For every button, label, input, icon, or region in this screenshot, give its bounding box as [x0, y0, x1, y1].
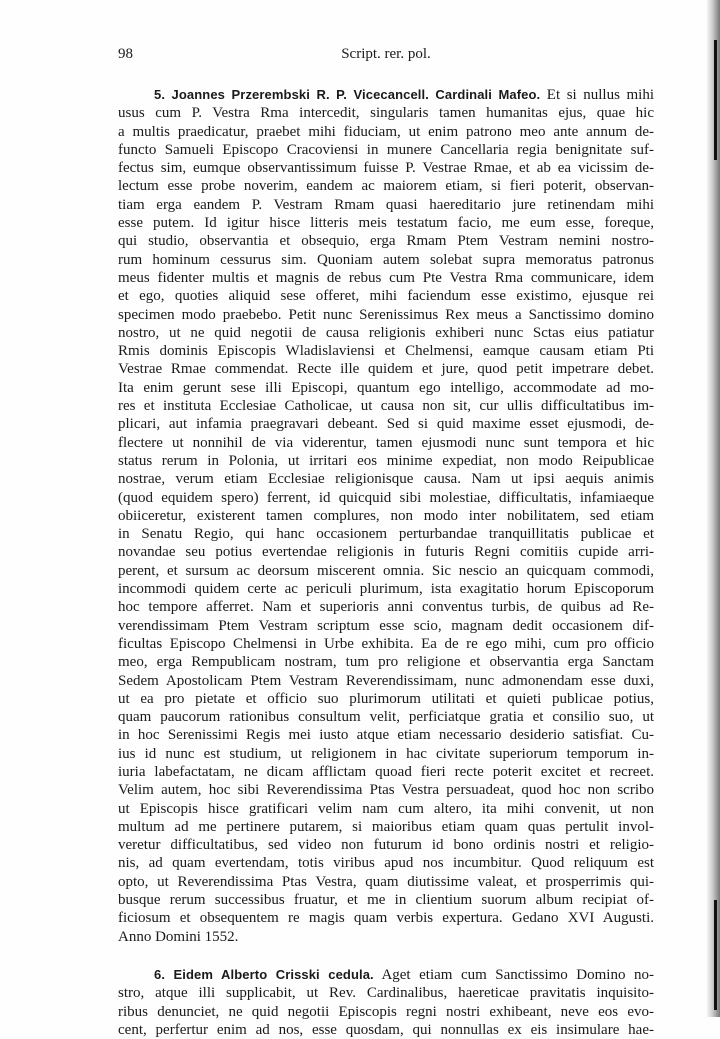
line-text: cent, perfertur enim ad nos, esse quosdam, qui nonnullas ex eis insimulare hae- — [118, 1021, 654, 1038]
line-text: (quod equidem spero) ferrent, id quicquid sibi molestiae, difficultatis, infamiaeque — [118, 489, 654, 506]
text-line — [118, 379, 654, 397]
line-text: Et si nullus mihi — [540, 87, 654, 103]
text-line — [118, 745, 654, 763]
line-text: novandae seu potius evertendae religionis in futuris Regni comitiis cupide arri- — [118, 544, 654, 561]
line-text: res et instituta Ecclesiae Catholicae, ut causa non sit, cur ullis difficultatibus im- — [118, 398, 654, 415]
text-line — [118, 214, 654, 232]
text-line — [118, 672, 654, 690]
text-line — [118, 452, 654, 470]
line-text: busque rerum successibus fruatur, et me in clientium suorum album recipiat of- — [118, 892, 654, 909]
text-line — [118, 269, 654, 287]
line-text: flectere ut nonnihil de via viderentur, tamen ejusmodi nunc sunt tempora et hic — [118, 434, 654, 451]
text-line — [118, 598, 654, 616]
text-line — [118, 360, 654, 378]
line-text: Vestrae Rmae commendat. Recte ille quidem et jure, quod petit impetrare debet. — [118, 361, 654, 378]
text-line — [118, 159, 654, 177]
text-line — [118, 580, 654, 598]
text-line — [118, 690, 654, 708]
text-line — [118, 617, 654, 635]
line-text: nostro, ut ne quid negotii de causa religionis exhiberi nunc Sctas eius patiatur — [118, 324, 654, 341]
text-line — [118, 434, 654, 452]
text-line — [118, 928, 654, 946]
text-line — [118, 415, 654, 433]
line-text: incommodi quidem certe ac periculi plurimum, ista exagitatio horum Episcoporum — [118, 581, 654, 598]
line-text: veretur difficultatibus, sed video non futurum id bono ordinis nostri et religio- — [118, 837, 654, 854]
line-text: functo Samueli Episcopo Cracoviensi in munere Cancellaria regia benignitate suf- — [118, 141, 654, 158]
line-text: Velim autem, hoc sibi Reverendissima Ptas Vestra persuadeat, quod hoc non scribo — [118, 782, 654, 799]
line-text: Sedem Apostolicam Ptem Vestram Reverendissimam, nunc admonendam esse duxi, — [118, 672, 654, 689]
body-text — [118, 86, 654, 1039]
scan-edge-mark — [714, 40, 717, 160]
text-line — [118, 489, 654, 507]
running-title: Script. rer. pol. — [341, 46, 431, 62]
line-text: fectus sim, eumque observantissimum fuisse P. Vestrae Rmae, et ab ea vicissim de- — [118, 160, 654, 177]
line-text: ius id nunc est studium, ut religionem in hac civitate superiorum temporum in- — [118, 745, 654, 762]
line-text: nostrae, verum etiam Ecclesiae religionisque causa. Nam ut ipsi aequis animis — [118, 471, 654, 488]
line-text: lectum esse probe noverim, eandem ac maiorem etiam, si fieri poterit, observan- — [118, 178, 654, 195]
paragraph-gap — [118, 946, 654, 966]
paragraph-heading: 5. Joannes Przerembski R. P. Vicecancell. Cardinali Mafeo. — [154, 87, 541, 102]
text-line — [118, 287, 654, 305]
text-line — [118, 909, 654, 927]
text-line — [118, 306, 654, 324]
text-line — [118, 141, 654, 159]
line-text: perent, et sursum ac deorsum miscerent omnia. Sic nescio an quicquam commodi, — [118, 562, 654, 579]
text-line — [118, 653, 654, 671]
text-line — [118, 470, 654, 488]
text-line — [118, 818, 654, 836]
line-text: qui studio, observantia et obsequio, erga Rmam Ptem Vestram nemini nostro- — [118, 233, 654, 250]
line-text: in hoc Serenissimi Regis mei iusto atque etiam necessario desiderio satisfiat. Cu- — [118, 727, 654, 744]
line-text: meus fidenter multis et magnis de rebus cum Pte Vestra Rma communicare, idem — [118, 269, 654, 286]
text-line — [118, 763, 654, 781]
text-line — [118, 177, 654, 195]
paragraph-heading: 6. Eidem Alberto Crisski cedula. — [154, 966, 374, 982]
line-text: Anno Domini 1552. — [118, 928, 239, 945]
line-text: rum hominum cessurus sim. Quoniam autem solebat supra memoratus patronus — [118, 251, 654, 268]
text-line — [118, 196, 654, 214]
text-line — [118, 836, 654, 854]
text-line — [118, 543, 654, 561]
text-line — [118, 873, 654, 891]
line-text: opto, ut Reverendissima Ptas Vestra, quam diutissime valeat, et prosperrimis qui- — [118, 873, 654, 890]
line-text: obiiceretur, existerent tamen complures, non modo inter nobilitatem, sed etiam — [118, 507, 654, 524]
line-text: Aget etiam cum Sanctissimo Domino no- — [373, 966, 654, 983]
line-text: in Senatu Regio, qui hanc occasionem perturbandae tranquillitatis publicae et — [118, 526, 654, 543]
line-text: usus cum P. Vestra Rma intercedit, singularis tamen humanitas ejus, quae hic — [118, 105, 654, 122]
line-text: meo, erga Rempublicam nostram, tum pro religione et observantia erga Sanctam — [118, 654, 654, 671]
scan-edge-shadow — [706, 0, 720, 1017]
page-header — [118, 46, 654, 68]
line-text: ut Episcopis hisce gratificari velim nam cum altero, ita mihi convenit, ut non — [118, 800, 654, 817]
text-line — [118, 562, 654, 580]
text-line — [118, 232, 654, 250]
text-line — [118, 854, 654, 872]
line-text: et ego, quoties aliquid sese offeret, mihi faciendum esse existimo, ejusque rei — [118, 288, 654, 305]
text-line — [118, 781, 654, 799]
text-line — [118, 708, 654, 726]
text-line — [118, 507, 654, 525]
line-text: ribus denunciet, ne quid negotii Episcopis regni nostri exhibeant, neve eos evo- — [118, 1003, 654, 1020]
line-text: Ita enim gerunt sese illi Episcopi, quantum ego intelligo, accommodate ad mo- — [118, 379, 654, 396]
line-text: quam paucorum rationibus consultum velit, perficiatque gratia et consilio suo, ut — [118, 709, 654, 726]
text-line — [118, 726, 654, 744]
text-line — [118, 525, 654, 543]
text-line — [118, 966, 654, 984]
text-line — [118, 984, 654, 1002]
line-text: specimen modo praebebo. Petit nunc Serenissimus Rex meus a Sanctissimo domino — [118, 306, 654, 323]
line-text: ut ea pro pietate et officio suo plurimorum utilitati et quieti publicae potius, — [118, 690, 654, 707]
text-line — [118, 800, 654, 818]
page-number: 98 — [118, 46, 133, 62]
text-line — [118, 86, 654, 104]
line-text: verendissimam Ptem Vestram scriptum esse scio, magnam dedit occasionem dif- — [118, 617, 654, 634]
line-text: stro, atque illi supplicabit, ut Rev. Cardinalibus, haereticae pravitatis inquisito- — [118, 985, 654, 1002]
text-line — [118, 1003, 654, 1021]
line-text: plicari, aut infamia praegravari debeant. Sed si quid maxime esset ejusmodi, de- — [118, 416, 654, 433]
text-line — [118, 342, 654, 360]
text-line — [118, 251, 654, 269]
line-text: ficiosum et obsequentem re magis quam verbis expertura. Gedano XVI Augusti. — [118, 910, 654, 927]
text-line — [118, 123, 654, 141]
line-text: Rmis dominis Episcopis Wladislaviensi et Chelmensi, eamque causam etiam Pti — [118, 343, 654, 360]
text-line — [118, 1021, 654, 1039]
line-text: multum ad me pertinere putarem, si maioribus etiam quam quas pertulit invol- — [118, 818, 654, 835]
line-text: esse putem. Id igitur hisce litteris meis testatum facio, me eum esse, foreque, — [118, 215, 654, 232]
line-text: hoc tempore afferret. Nam et superioris anni conventus turbis, de quibus ad Re- — [118, 599, 654, 616]
text-line — [118, 635, 654, 653]
text-line — [118, 891, 654, 909]
text-line — [118, 104, 654, 122]
line-text: status rerum in Polonia, ut irritari eos minime expediat, non modo Reipublicae — [118, 452, 654, 469]
line-text: a multis praedicatur, praebet mihi fiduciam, ut enim patrono meo ante annum de- — [118, 123, 654, 140]
line-text: nis, ad quam evertendam, totis viribus apud nos incumbitur. Quod reliquum est — [118, 855, 654, 872]
line-text: ficultas Episcopo Chelmensi in Urbe exhibita. Ea de re ego mihi, cum pro officio — [118, 635, 654, 652]
line-text: iuria labefactatam, ne dicam afflictam quoad fieri recte poterit excitet et recreet. — [118, 763, 654, 780]
line-text: tiam erga eandem P. Vestram Rmam quasi haereditario jure retinendam mihi — [118, 196, 654, 213]
scan-edge-mark — [714, 900, 717, 1010]
text-line — [118, 397, 654, 415]
text-line — [118, 324, 654, 342]
